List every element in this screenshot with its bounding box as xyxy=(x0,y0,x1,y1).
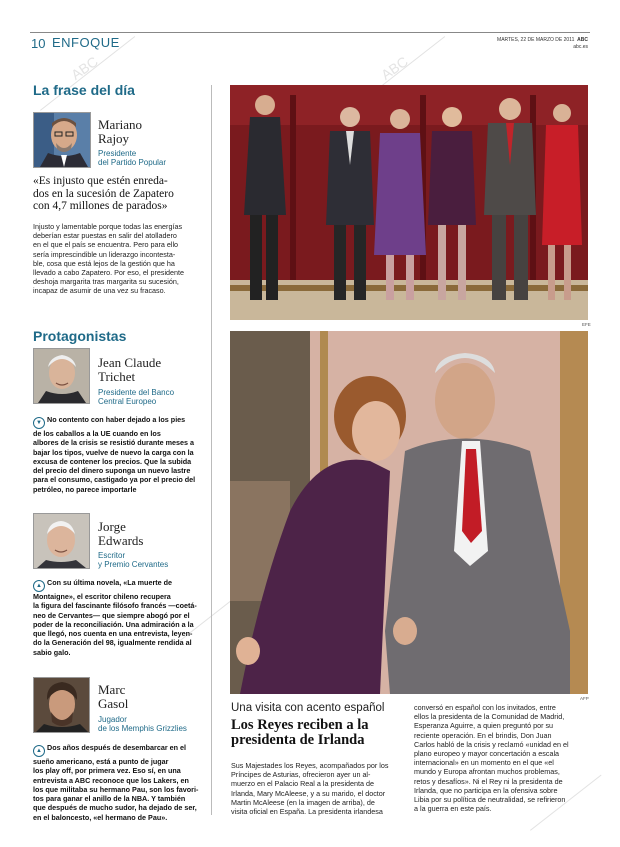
frase-body xyxy=(33,222,211,296)
protagonista-role xyxy=(98,551,168,569)
header-rule xyxy=(30,32,590,33)
article-column-2 xyxy=(414,703,590,813)
role-line: Presidente del Banco xyxy=(98,388,175,397)
protagonista-text xyxy=(33,578,211,657)
role-line: Jugador xyxy=(98,715,127,724)
role-line: Escritor xyxy=(98,551,126,560)
body-line: a la guerra en este país. xyxy=(414,804,492,814)
text-line: poder de la reconciliación. Una admiración a la xyxy=(33,619,194,629)
body-line: Injusto y lamentable porque todas las energías xyxy=(33,222,183,231)
name-line: Mariano xyxy=(98,117,143,132)
body-line: mundo y Europa afrontan muchos problemas, xyxy=(414,767,560,777)
dateline: MARTES, 22 DE MARZO DE 2011 ABC xyxy=(497,37,588,43)
text-line: los play off, por primera vez. Eso sí, en una xyxy=(33,766,181,776)
body-line: ellos la presidenta de la Comunidad de Madrid, xyxy=(414,712,565,722)
king-president-photo xyxy=(230,331,588,694)
quote-line: con 4,7 millones de parados» xyxy=(33,200,168,212)
down-arrow-icon: ▼ xyxy=(33,417,45,429)
trichet-photo xyxy=(33,348,90,404)
article-headline xyxy=(231,718,368,748)
text-line: entrevista a ABC reconoce que los Lakers, en xyxy=(33,775,189,785)
body-line: sería imprescindible un liderazgo incontesta- xyxy=(33,249,176,259)
text-line: do la Generación del 98, igualmente rendida al xyxy=(33,638,192,648)
watermark: ABC xyxy=(378,53,411,83)
frase-quote xyxy=(33,175,211,213)
body-line: deshoja margarita tras margarita su sucesión, xyxy=(33,277,179,287)
body-line: llevado a cabo Zapatero. Por eso, el presidente xyxy=(33,268,185,278)
text-line: que después de mucho sudor, ha dejado de ser, xyxy=(33,803,197,813)
protagonista-text xyxy=(33,415,211,494)
protagonista-name xyxy=(98,356,161,384)
body-line: retos y desafíos». Ni el Rey ni la presidenta de xyxy=(414,776,563,786)
body-line: internacional» en un momento en el que «el xyxy=(414,758,554,768)
text-line: los que militaba su hermano Pau, son los favori- xyxy=(33,784,199,794)
headline-line: presidenta de Irlanda xyxy=(231,732,365,748)
photo-credit: AFP xyxy=(580,696,589,701)
protagonista-name xyxy=(98,683,128,711)
body-line: conversó en español con los invitados, entre xyxy=(414,703,556,712)
up-arrow-icon: ▲ xyxy=(33,745,45,757)
text-line: petróleo, no parece importarle xyxy=(33,484,137,494)
body-line: reciente operación. En el brindis, Don Juan xyxy=(414,730,552,740)
body-line: Martin McAleese (en la imagen de arriba), de xyxy=(231,797,375,807)
body-line: visita oficial en España. La presidenta irlandesa xyxy=(231,807,383,817)
up-arrow-icon: ▲ xyxy=(33,580,45,592)
name-line: Jean Claude xyxy=(98,355,162,370)
text-line: que llegó, nos cuenta en una entrevista, leyen- xyxy=(33,629,193,639)
body-line: ble, cosa que está lejos de la gestión que ha xyxy=(33,258,175,268)
edwards-photo xyxy=(33,513,90,569)
role-line: Presidente xyxy=(98,149,137,158)
headline-line: Los Reyes reciben a la xyxy=(231,717,369,733)
brand: ABC xyxy=(577,37,588,43)
page-number: 10 xyxy=(31,36,46,51)
body-line: Esperanza Aguirre, a quien preguntó por su xyxy=(414,721,554,731)
body-line: plano europeo y mayor concertación a escala xyxy=(414,749,560,759)
role-line: Central Europeo xyxy=(98,397,157,406)
text-line: tos para ganar el anillo de la NBA. Y también xyxy=(33,794,186,804)
text-line: sabio galo. xyxy=(33,647,71,657)
text-line: Con su última novela, «La muerte de xyxy=(47,578,173,587)
body-line: Libia por su política de neutralidad, se refirieron xyxy=(414,795,566,805)
protagonista-role xyxy=(98,715,187,733)
article-column-1 xyxy=(231,761,406,816)
text-line: neo de Cervantes— que siempre abogó por el xyxy=(33,610,190,620)
gasol-photo xyxy=(33,677,90,733)
text-line: No contento con haber dejado a los pies xyxy=(47,415,186,424)
text-line: la figura del fascinante filósofo francés —coetá- xyxy=(33,601,197,611)
protagonista-name xyxy=(98,520,144,548)
name-line: Rajoy xyxy=(98,131,130,146)
text-line: para el consumo, castigado ya por el precio del xyxy=(33,475,196,485)
frase-title: La frase del día xyxy=(33,82,135,98)
site-url: abc.es xyxy=(573,44,588,50)
rajoy-photo xyxy=(33,112,91,168)
name-line: Edwards xyxy=(98,533,144,548)
body-line: Sus Majestades los Reyes, acompañados por los xyxy=(231,761,389,770)
text-line: bajar los tipos, vuelve de nuevo la carga con la xyxy=(33,447,194,457)
body-line: muerzo en el Palacio Real a la presidenta de xyxy=(231,779,375,789)
body-line: en el que el país se encuentra. Pero para ello xyxy=(33,240,179,250)
body-line: Príncipes de Asturias, ofrecieron ayer un al- xyxy=(231,770,371,780)
role-line: y Premio Cervantes xyxy=(98,560,169,569)
body-line: deberían estar puestas en salir del atolladero xyxy=(33,231,177,241)
name-line: Marc xyxy=(98,682,126,697)
frase-person-role xyxy=(98,149,166,167)
text-line: Dos años después de desembarcar en el xyxy=(47,743,187,752)
body-line: Carlos habló de la crisis y reclamó «unidad en el xyxy=(414,739,569,749)
column-divider xyxy=(211,85,212,815)
section-title: ENFOQUE xyxy=(52,35,120,50)
body-line: Irlanda, que no participa en la ofensiva sobre xyxy=(414,785,558,795)
role-line: del Partido Popular xyxy=(98,158,167,167)
protagonista-role xyxy=(98,388,174,406)
name-line: Gasol xyxy=(98,696,129,711)
watermark: ABC xyxy=(68,53,101,83)
quote-line: «Es injusto que estén enreda- xyxy=(33,175,168,187)
frase-person-name xyxy=(98,118,142,146)
body-line: incapaz de asumir de una vez su fracaso. xyxy=(33,286,166,296)
text-line: excusa de contener los precios. Que la subida xyxy=(33,456,192,466)
text-line: sueño americano, está a punto de jugar xyxy=(33,757,169,766)
name-line: Jorge xyxy=(98,519,126,534)
protagonistas-title: Protagonistas xyxy=(33,328,127,344)
article-kicker: Una visita con acento español xyxy=(231,702,385,714)
quote-line: dos en la sucesión de Zapatero xyxy=(33,187,174,200)
text-line: de los caballos a la UE cuando en los xyxy=(33,429,161,438)
group-photo xyxy=(230,85,588,320)
text-line: del precio del dinero suponga un nuevo lastre xyxy=(33,466,191,476)
protagonista-text xyxy=(33,743,211,822)
photo-credit: EFE xyxy=(582,322,591,327)
name-line: Trichet xyxy=(98,369,136,384)
role-line: de los Memphis Grizzlies xyxy=(98,724,187,733)
text-line: en el baloncesto, «el hermano de Pau». xyxy=(33,812,168,822)
text-line: albores de la crisis se resistió durante meses a xyxy=(33,438,195,448)
text-line: Montaigne», el escritor chileno recupera xyxy=(33,592,171,601)
body-line: Irlanda, Mary McAleese, y a su marido, el doctor xyxy=(231,788,386,798)
